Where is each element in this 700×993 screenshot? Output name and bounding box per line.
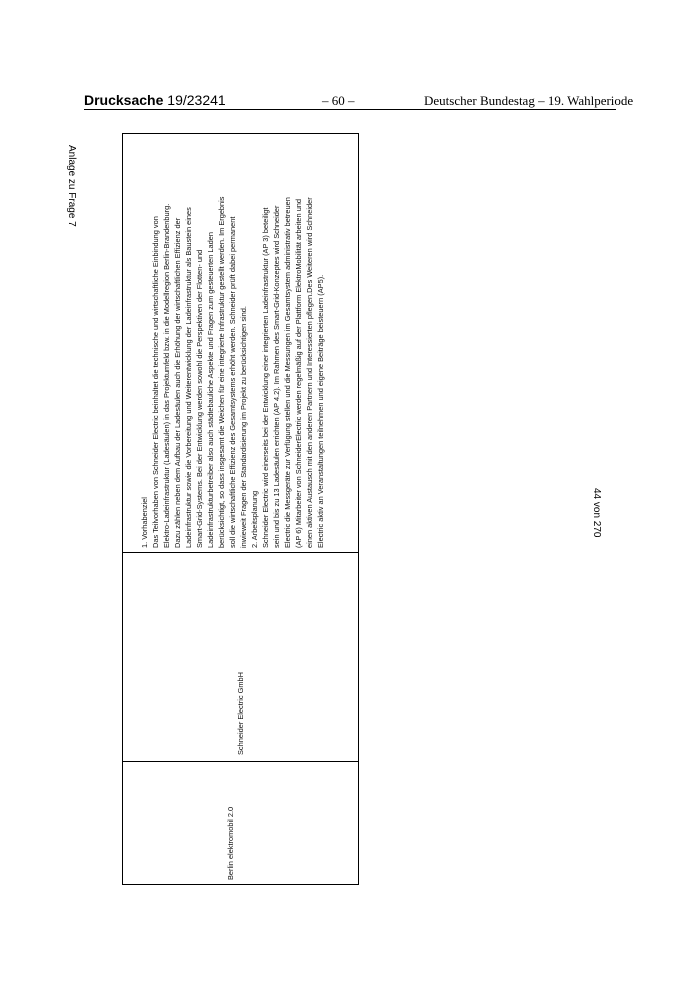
company-name-cell: Schneider Electric GmbH [236, 672, 245, 755]
description-line: Dazu zählen neben dem Aufbau der Ladesäulen auch die Erhöhung der wirtschaftlichen Effizienz der [173, 217, 182, 548]
description-line: Elektro-Ladeinfrastruktur (Ladesäulen) in das Projektumfeld bzw. in die Modellregion Berlin-Brandenburg. [162, 203, 171, 548]
page-count: 44 von 270 [591, 488, 602, 538]
page-number: – 60 – [322, 93, 355, 108]
description-line: 1. Vorhabenziel [140, 497, 149, 548]
description-line: Electric die Messgeräte zur Verfügung stellen und die Messungen im Gesamtsystem administrativ betreuen [283, 197, 292, 548]
description-line: (AP 6) Mitarbeiter von SchneiderElectric werden regelmäßig auf der Plattform ElektroMobilität arbeiten und [294, 198, 303, 548]
description-line: berücksichtigt, so dass insgesamt die Weichen für eine integrierte Infrastruktur gestellt werden. Im Ergebnis [217, 196, 226, 548]
description-line: Smart-Grid-Systems. Bei der Entwicklung werden sowohl die Perspektiven der Flotten- und [195, 249, 204, 548]
publisher-line: Deutscher Bundestag – 19. Wahlperiode [424, 93, 634, 108]
row-divider-1 [122, 761, 359, 762]
description-line: Schneider Electric wird einerseits bei der Entwicklung einer integrierten Ladeinfrastruktur (AP 3) beteiligt [261, 207, 270, 548]
project-description-cell [139, 128, 326, 548]
annex-label: Anlage zu Frage 7 [66, 145, 77, 227]
description-line: Ladeinfrastrukturbetreiber also auch städtebauliche Aspekte und Fragen zum gesteuerten Laden [206, 232, 215, 548]
description-line: Electric aktiv an Veranstaltungen teilnehmen und eigene Beiträge beisteuern (AP5). [316, 274, 325, 548]
project-name-cell: Berlin elektromobil 2.0 [226, 806, 235, 880]
document-number [84, 92, 226, 108]
description-line: einen aktiven Austausch mit den anderen Partnern und Interessierten pflegen.Des Weiteren wird Schneider [305, 197, 314, 548]
header-rule [84, 109, 616, 110]
description-line: sein und bis zu 13 Ladesäulen errichten (AP 4.2). Im Rahmen des Smart-Grid-Konzeptes wird Schneider [272, 205, 281, 548]
document-type: Drucksache [84, 92, 164, 108]
row-divider-2 [122, 552, 359, 553]
description-line: soll die wirtschaftliche Effizienz des Gesamtsystems erhöht werden. Schneider prüft dabei permanent [228, 216, 237, 548]
description-line: inwieweit Fragen der Standardisierung im Projekt zu berücksichtigen sind. [239, 306, 248, 548]
description-line: Das Teilvorhaben von Schneider Electric beinhaltet die technische und wirtschaftliche Einbindung von [151, 216, 160, 548]
description-line: 2. Arbeitsplanung [250, 490, 259, 548]
document-id: 19/23241 [163, 92, 226, 108]
description-line: Ladeinfrastruktur sowie die Vorbereitung und Weiterentwicklung der Ladeinfrastruktur als Baustein eines [184, 207, 193, 548]
